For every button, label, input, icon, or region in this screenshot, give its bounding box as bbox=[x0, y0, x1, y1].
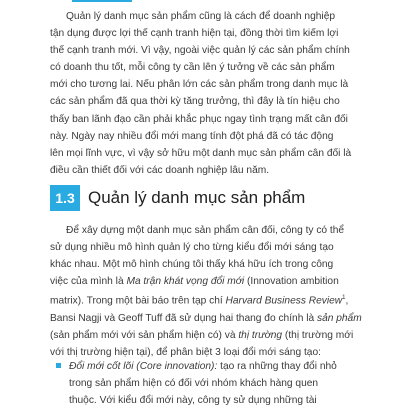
text-run: (sản phẩm mới với sản phẩm hiện có) và bbox=[50, 329, 239, 341]
paragraph-innovation-matrix bbox=[50, 222, 362, 361]
text-line: tận dụng được lợi thế cạnh tranh hiện tại, đồng thời tìm kiếm lợi bbox=[50, 28, 339, 40]
text-line: điều cần thiết đối với các doanh nghiệp lâu năm. bbox=[50, 164, 270, 176]
text-line bbox=[50, 310, 362, 327]
text-line: với thị trường hiện tại), để phân biệt 3 loại đổi mới sáng tạo: bbox=[50, 347, 321, 359]
text-run: việc của mình là bbox=[50, 276, 127, 288]
italic-term: Ma trận khát vọng đổi mới bbox=[126, 276, 245, 288]
text-line: thuộc. Với kiểu đổi mới này, công ty sử dụng những tài bbox=[69, 395, 317, 407]
italic-term: Harvard Business Review bbox=[225, 295, 343, 307]
square-bullet-icon bbox=[56, 363, 61, 368]
top-accent-rule bbox=[72, 0, 132, 2]
text-line bbox=[50, 290, 350, 309]
italic-term: Đổi mới cốt lõi (Core innovation): bbox=[69, 361, 218, 372]
bullet-first-line bbox=[50, 358, 350, 375]
text-line: Để xây dựng một danh mục sản phẩm cân đối, công ty có thể bbox=[66, 225, 345, 236]
text-run: (thị trường mới bbox=[282, 329, 354, 341]
paragraph-portfolio-intro bbox=[50, 8, 350, 179]
text-line: Quản lý danh mục sản phẩm cũng là cách để doanh nghiệp bbox=[66, 11, 336, 22]
text-line: thế cạnh tranh mới. Vì vậy, ngoài việc quản lý các sản phẩm chính bbox=[50, 45, 350, 57]
section-heading bbox=[50, 184, 350, 212]
section-title: Quản lý danh mục sản phẩm bbox=[88, 188, 306, 207]
text-line: thấy ban lãnh đạo cần phải khắc phục ngay tình trạng mất cân đối bbox=[50, 113, 348, 125]
section-number-badge: 1.3 bbox=[50, 185, 80, 211]
italic-term: thị trường bbox=[238, 329, 283, 341]
text-line: sử dụng nhiều mô hình quản lý cho từng kiểu đổi mới sáng tạo bbox=[50, 242, 334, 254]
footnote-marker: 1 bbox=[342, 295, 346, 302]
text-line: này. Ngày nay nhiều đổi mới mang tính đột phá đã có tác động bbox=[50, 130, 334, 142]
text-line: lên mọi lĩnh vực, vì vậy sở hữu một danh mục sản phẩm cân đối là bbox=[50, 147, 352, 159]
text-line: các sản phẩm đã qua thời kỳ tăng trưởng, thì đây là tín hiệu cho bbox=[50, 96, 340, 108]
bullet-core-innovation bbox=[50, 358, 350, 409]
text-run: , bbox=[345, 295, 349, 307]
italic-term: sản phẩm bbox=[316, 312, 362, 324]
text-line: khác nhau. Một mô hình chúng tôi thấy khá hữu ích trong công bbox=[50, 259, 334, 271]
text-run: matrix). Trong một bài báo trên tạp chí bbox=[50, 295, 226, 307]
text-line: có doanh thu tốt, mỗi công ty cần lên ý tưởng về các sản phẩm bbox=[50, 62, 335, 74]
text-line bbox=[50, 273, 350, 290]
text-run: Bansi Nagji và Geoff Tuff đã sử dụng hai thang đo chính là bbox=[50, 312, 317, 324]
text-run: (Innovation ambition bbox=[244, 276, 339, 288]
text-run: tạo ra những thay đổi nhỏ bbox=[217, 361, 337, 372]
text-line: mới cho tương lai. Nếu phân lớn các sản phẩm trong danh mục là bbox=[50, 79, 349, 91]
text-line: trong sản phẩm hiện có đối với nhóm khách hàng quen bbox=[69, 378, 319, 390]
text-line bbox=[50, 327, 354, 344]
